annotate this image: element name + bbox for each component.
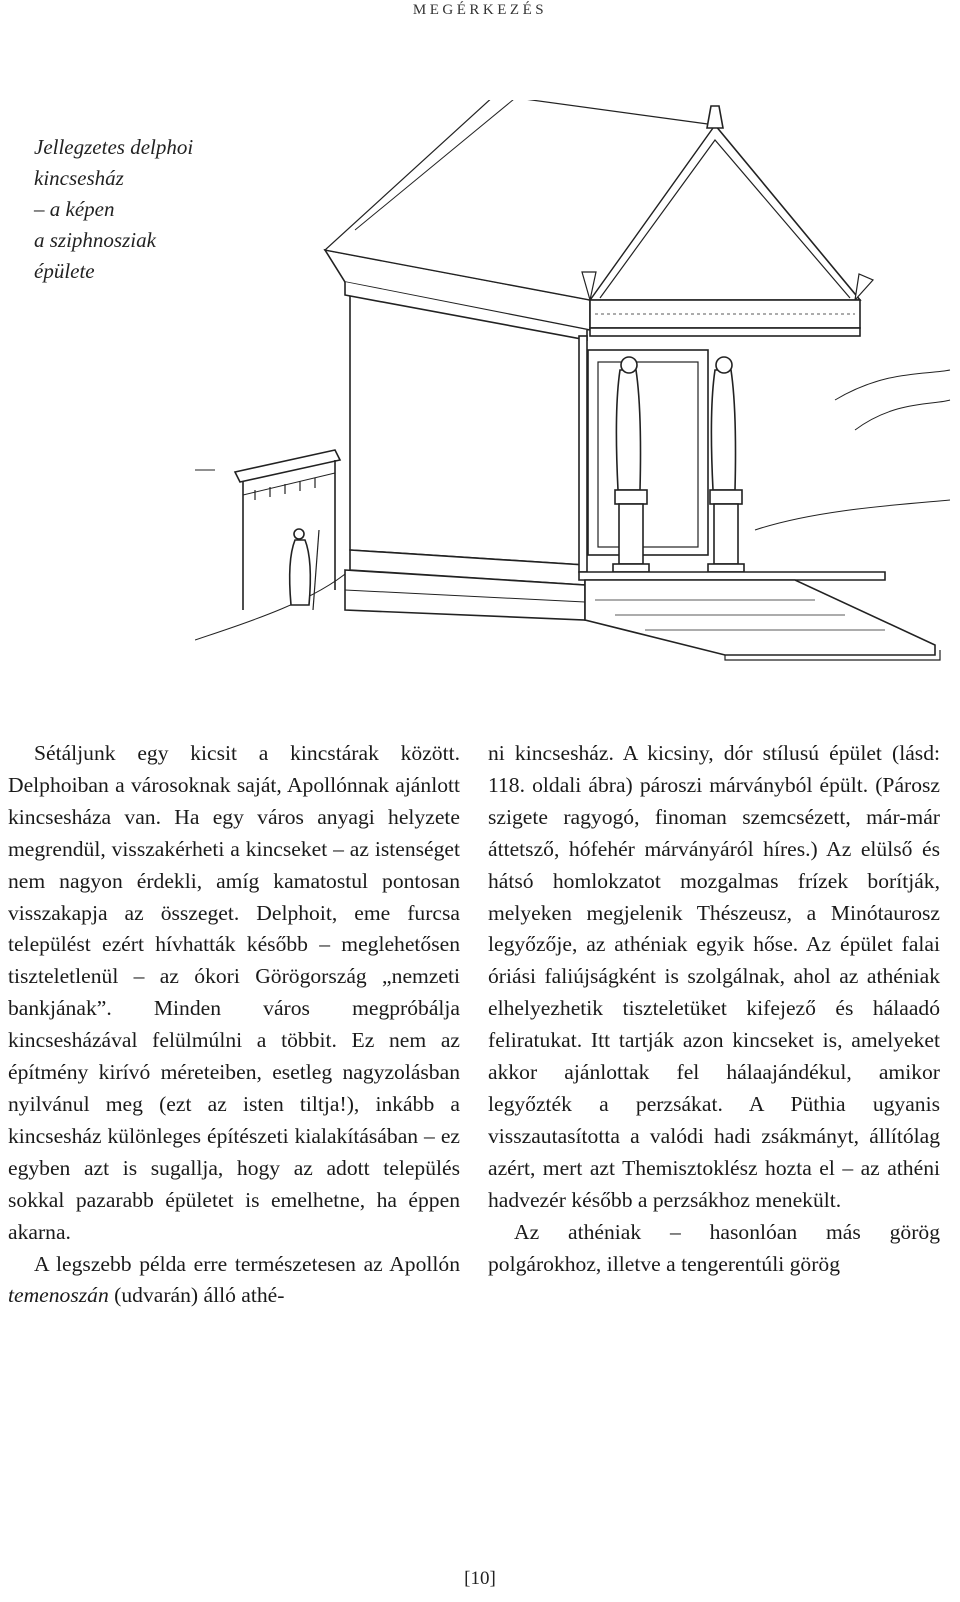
italic-term: temenoszán [8, 1283, 109, 1308]
paragraph [8, 1249, 460, 1313]
paragraph-text: (udvarán) álló athé- [108, 1283, 285, 1308]
caption-line: – a képen [34, 197, 115, 221]
paragraph: ni kincsesház. A kicsiny, dór stílusú épület (lásd: 118. oldali ábra) pároszi márványból épült. (Párosz szigete ragyogó, finoman szemcsézett, már-már áttetsző, hófehér márványáról híres.) Az elülső és hátsó homlokzatot mozgalmas frízek borítják, melyeken megjelenik Thészeusz, a Minótaurosz legyőzője, az athéniak egyik hőse. Az épület falai óriási faliújságként is szolgálnak, ahol az athéniak elhelyezhetik tiszteletüket kifejező és hálaadó feliratukat. Itt tartják azon kincseket is, amelyeket akkor ajánlottak fel hálaajándékul, amikor legyőzték a perzsákat. A Püthia ugyanis visszautasította a valódi hadi zsákmányt, állítólag azért, mert azt Themisztoklész hozta el – az athéni hadvezér később a perzsákhoz menekült. [488, 741, 940, 1212]
caption-line: Jellegzetes delphoi [34, 135, 194, 159]
caption-line: kincsesház [34, 166, 124, 190]
caption-line: a sziphnosziak [34, 228, 156, 252]
paragraph: Az athéniak – hasonlóan más görög polgárokhoz, illetve a tengerentúli görög [488, 1219, 940, 1276]
caption-line: épülete [34, 259, 95, 283]
text-column-left [8, 738, 460, 1312]
treasury-illustration [195, 100, 955, 700]
running-header: MEGÉRKEZÉS [412, 2, 548, 18]
paragraph-text: A legszebb példa erre természetesen az Apollón [34, 1251, 460, 1276]
text-column-right [488, 738, 940, 1280]
page-number: [10] [464, 1568, 496, 1589]
paragraph: Sétáljunk egy kicsit a kincstárak között. Delphoiban a városoknak saját, Apollónnak ajánlott kincsesháza van. Ha egy város anyagi helyzete megrendül, visszakérheti a kincseket – az istenséget nem nagyon érdekli, amíg kamatostul pontosan visszakapja az összeget. Delphoit, eme furcsa települést ezért hívhatták később – meglehetősen tiszteletlenül – az ókori Görögország „nemzeti bankjának”. Minden város megpróbálja kincsesházával felülmúlni a többit. Ez nem az építmény kirívó méreteiben, esetleg nagyzolásban nyilvánul meg (ezt az isten tiltja!), inkább a kincsesház különleges építészeti kialakításában – ez egyben azt is sugallja, hogy az adott település sokkal pazarabb épületet is emelhetne, ha éppen akarna. [8, 741, 460, 1244]
